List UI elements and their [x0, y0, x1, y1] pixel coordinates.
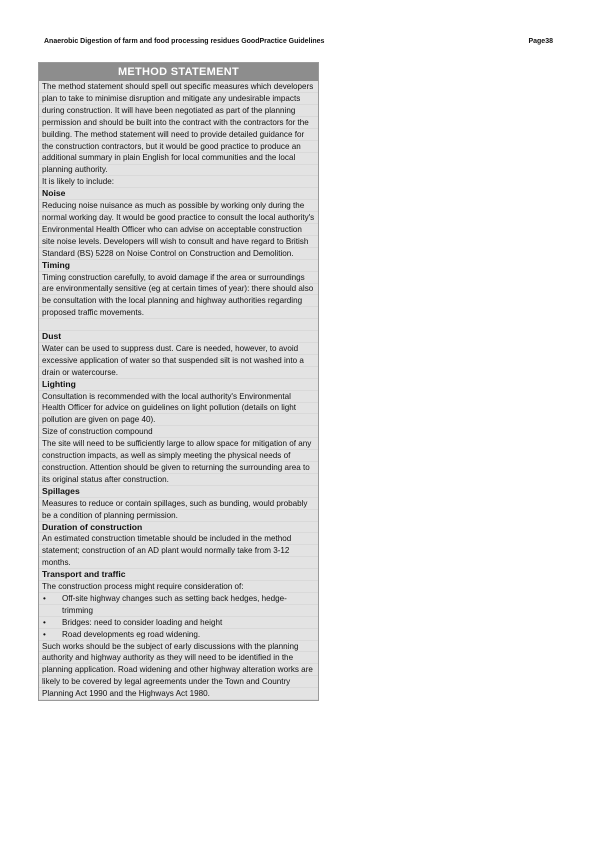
spacer	[42, 319, 315, 331]
transport-bullet-list	[42, 593, 315, 641]
duration-heading: Duration of construction	[42, 521, 143, 532]
bullet-item	[42, 617, 315, 629]
spillages-paragraph: Measures to reduce or contain spillages, such as bunding, would probably be a condition of planning permission.	[42, 498, 308, 520]
method-statement-box	[38, 62, 319, 701]
bullet-icon: •	[43, 629, 46, 639]
timing-heading: Timing	[42, 259, 71, 270]
compound-heading: Size of construction compound	[42, 427, 153, 437]
dust-heading: Dust	[42, 331, 62, 342]
bullet-icon: •	[43, 593, 46, 603]
bullet-item	[42, 629, 315, 641]
transport-heading: Transport and traffic	[42, 569, 126, 580]
box-heading: METHOD STATEMENT	[39, 63, 318, 81]
lighting-heading: Lighting	[42, 378, 76, 389]
bullet-text: Road developments eg road widening.	[62, 629, 201, 639]
intro-paragraph: The method statement should spell out specific measures which developers plan to take to minimise disruption and mitigate any undesirable impacts during construction. It will have been negotiated as part of the planning permission and should be built into the contract with the contractors for the building. The method statement will need to provide detailed guidance for the construction contractors, but it would be good practice to produce an additional summary in plain English for local communities and the local planning authority.	[42, 82, 314, 175]
bullet-icon: •	[43, 617, 46, 627]
duration-paragraph: An estimated construction timetable should be included in the method statement; construction of an AD plant would normally take from 3-12 months.	[42, 534, 292, 568]
bullet-text: Off-site highway changes such as setting back hedges, hedge-trimming	[62, 593, 287, 615]
transport-paragraph: The construction process might require consideration of:	[42, 582, 244, 592]
closing-paragraph: Such works should be the subject of early discussions with the planning authority and highway authority as they will need to be identified in the planning application. Road widening and other highway alteration works are likely to be covered by legal agreements under the Town and Country Planning Act 1990 and the Highways Act 1980.	[42, 641, 313, 699]
noise-paragraph: Reducing noise nuisance as much as possible by working only during the normal working day. It would be good practice to consult the local authority's Environmental Health Officer who can advise on acceptable construction site noise levels. Developers will wish to consult and have regard to British Standard (BS) 5228 on Noise Control on Construction and Demolition.	[42, 201, 315, 258]
timing-paragraph: Timing construction carefully, to avoid damage if the area or surroundings are environmentally sensitive (eg at certain times of year): there should also be consultation with the local planning and highway authorities regarding proposed traffic movements.	[42, 272, 314, 318]
box-body	[39, 81, 318, 700]
noise-heading: Noise	[42, 188, 66, 199]
bullet-item	[42, 593, 315, 617]
likely-line: It is likely to include:	[42, 177, 114, 187]
lighting-paragraph: Consultation is recommended with the local authority's Environmental Health Officer for advice on guidelines on light pollution (details on light pollution are given on page 40).	[42, 391, 297, 425]
spillages-heading: Spillages	[42, 485, 80, 496]
page-number: Page38	[528, 38, 553, 45]
bullet-text: Bridges: need to consider loading and height	[62, 617, 223, 627]
compound-paragraph: The site will need to be sufficiently large to allow space for mitigation of any construction impacts, as well as simply meeting the physical needs of construction. Attention should be given to returning the surrounding area to its original status after construction.	[42, 439, 312, 484]
document-title: Anaerobic Digestion of farm and food processing residues GoodPractice Guidelines	[44, 38, 325, 45]
running-header	[44, 38, 553, 50]
dust-paragraph: Water can be used to suppress dust. Care is needed, however, to avoid excessive application of water so that suspended silt is not washed into a drain or watercourse.	[42, 343, 304, 377]
